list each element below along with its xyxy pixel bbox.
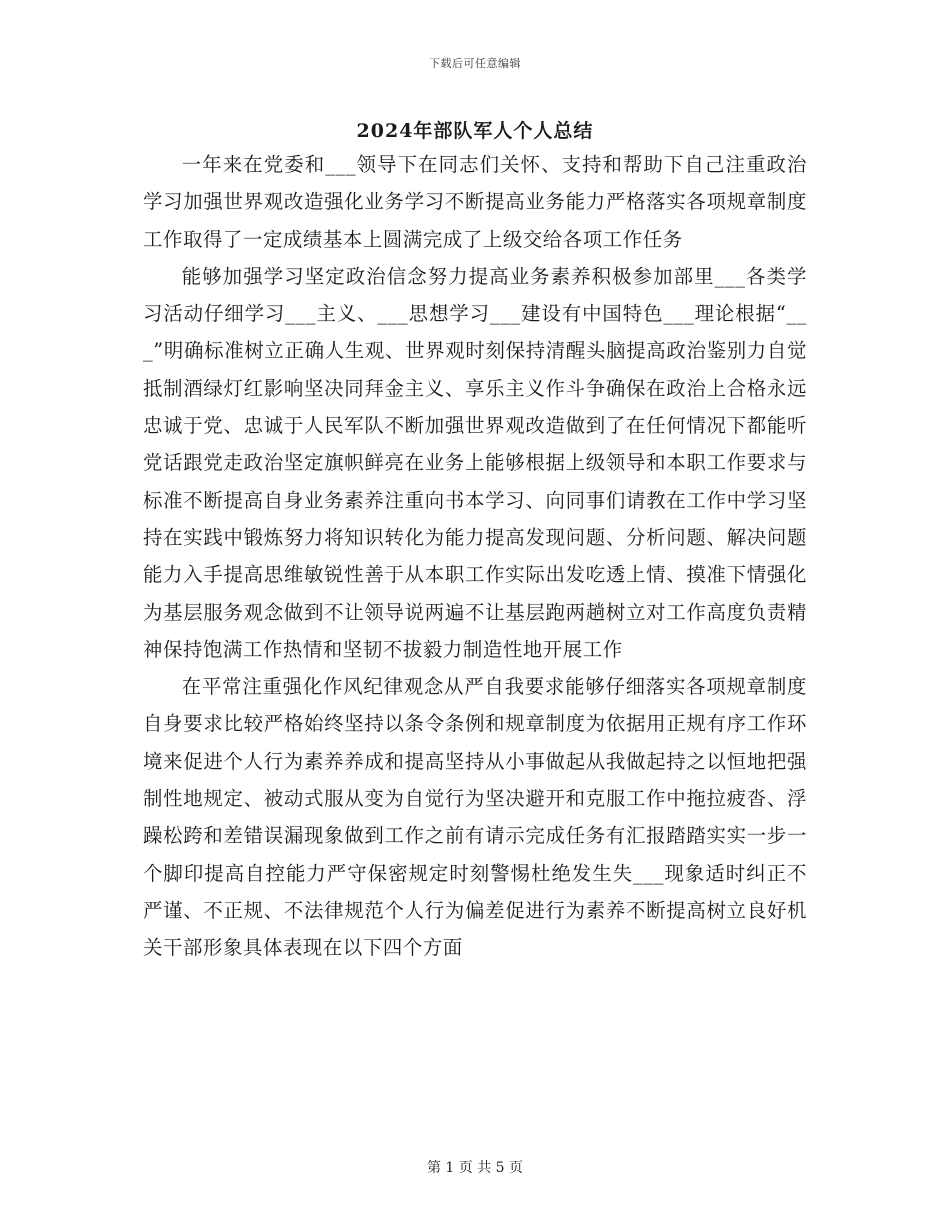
- paragraph-1: 一年来在党委和___领导下在同志们关怀、支持和帮助下自己注重政治学习加强世界观改造强化业务学习不断提高业务能力严格落实各项规章制度工作取得了一定成绩基本上圆满完成了上级交给各项工作任务: [143, 153, 807, 251]
- paragraph-2: 能够加强学习坚定政治信念努力提高业务素养积极参加部里___各类学习活动仔细学习___主义、___思想学习___建设有中国特色___理论根据“___”明确标准树立正确人生观、世界观时刻保持清醒头脑提高政治鉴别力自觉抵制酒绿灯红影响坚决同拜金主义、享乐主义作斗争确保在政治上合格永远忠诚于党、忠诚于人民军队不断加强世界观改造做到了在任何情况下都能听党话跟党走政治坚定旗帜鲜亮在业务上能够根据上级领导和本职工作要求与标准不断提高自身业务素养注重向书本学习、向同事们请教在工作中学习坚持在实践中锻炼努力将知识转化为能力提高发现问题、分析问题、解决问题能力入手提高思维敏锐性善于从本职工作实际出发吃透上情、摸准下情强化为基层服务观念做到不让领导说两遍不让基层跑两趟树立对工作高度负责精神保持饱满工作热情和坚韧不拔毅力制造性地开展工作: [143, 264, 807, 661]
- document-title: 2024年部队军人个人总结: [356, 120, 594, 142]
- paragraph-3: 在平常注重强化作风纪律观念从严自我要求能够仔细落实各项规章制度自身要求比较严格始终坚持以条令条例和规章制度为依据用正规有序工作环境来促进个人行为素养养成和提高坚持从小事做起从我做起持之以恒地把强制性地规定、被动式服从变为自觉行为坚决避开和克服工作中拖拉疲沓、浮躁松跨和差错误漏现象做到工作之前有请示完成任务有汇报踏踏实实一步一个脚印提高自控能力严守保密规定时刻警惕杜绝发生失___现象适时纠正不严谨、不正规、不法律规范个人行为偏差促进行为素养不断提高树立良好机关干部形象具体表现在以下四个方面: [143, 675, 807, 960]
- page-number-footer: 第 1 页 共 5 页: [426, 1160, 524, 1176]
- document-body: [143, 146, 807, 967]
- page-header-note: 下载后可任意编辑: [429, 57, 521, 70]
